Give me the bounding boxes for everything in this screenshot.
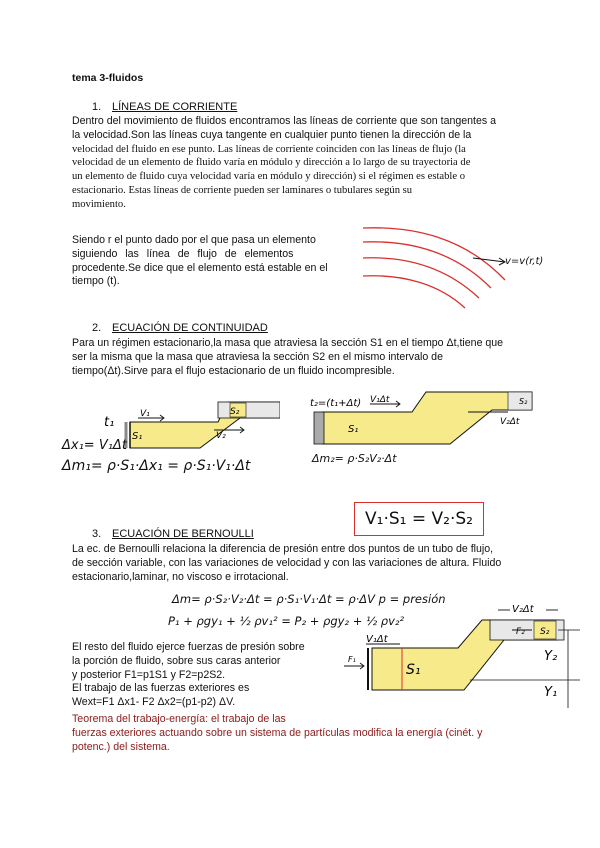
section-number: 3.: [92, 528, 102, 540]
streamlines-diagram: [355, 218, 555, 318]
text-line: de sección variable, con las variaciones de velocidad y con las variaciones de altura. Fluido: [72, 556, 502, 569]
text-line: Siendo r el punto dado por el que pasa un elemento: [72, 234, 316, 246]
dm1-equation: Δm₁= ρ·S₁·Δx₁ = ρ·S₁·V₁·Δt: [62, 458, 251, 474]
section-3-intro: [72, 543, 528, 584]
section-label: ECUACIÓN DE CONTINUIDAD: [112, 322, 268, 334]
v1-label: V₁: [140, 409, 150, 419]
v2dt-label: V₂Δt: [500, 417, 520, 427]
section-2-heading: [92, 322, 268, 334]
text-line: ser la misma que la masa que atraviesa la sección S2 en el mismo intervalo de: [72, 350, 443, 363]
text-line: la velocidad.Son las líneas cuya tangente en cualquier punto tienen la dirección de la: [72, 128, 472, 141]
s2-label: S₂: [540, 627, 550, 637]
streamline: [363, 228, 505, 280]
s1-label: S₁: [406, 662, 421, 678]
streamline: [363, 258, 479, 298]
dm2-equation: Δm₂= ρ·S₂V₂·Δt: [312, 452, 397, 465]
streamline: [363, 276, 465, 308]
text-line: y posterior F1=p1S1 y F2=p2S2.: [72, 668, 226, 681]
section-number: 1.: [92, 101, 102, 113]
section-2-paragraph: [72, 337, 528, 378]
text-line: Para un régimen estacionario,la masa que atraviesa la sección S1 en el tiempo Δt,tiene que: [72, 337, 504, 349]
section-label: ECUACIÓN DE BERNOULLI: [112, 528, 254, 540]
text-line: tiempo(Δt).Sirve para el flujo estacionario de un fluido incompresible.: [72, 364, 395, 377]
s2-label: S₂: [230, 407, 240, 417]
velocity-label: v=v(r,t): [505, 256, 544, 267]
section-3-body: [72, 641, 342, 710]
f1-label: F₁: [348, 655, 356, 664]
text-line: movimiento.: [72, 198, 126, 210]
text-line: La ec. de Bernoulli relaciona la diferencia de presión entre dos puntos de un tubo de flujo,: [72, 543, 494, 555]
dx1-equation: Δx₁= V₁Δt: [62, 438, 127, 453]
upstream-wall: [314, 412, 324, 444]
text-line: Wext=F1 Δx1- F2 Δx2=(p1-p2) ΔV.: [72, 696, 236, 709]
text-line: estacionario. Estas líneas de corriente pueden ser laminares o tubulares según su: [72, 184, 413, 196]
v2-label: V₂: [216, 431, 226, 441]
t1-label: t₁: [104, 415, 115, 430]
mass-equation: Δm= ρ·S₂·V₂·Δt = ρ·S₁·V₁·Δt = ρ·ΔV p = presión: [172, 592, 446, 606]
v1dt-label: V₁Δt: [366, 634, 388, 645]
continuity-diagram-t2: [308, 390, 538, 450]
text-line: siguiendo las línea de flujo de elementos: [72, 247, 294, 260]
upper-pipe: [218, 402, 280, 418]
text-line: Dentro del movimiento de fluidos encontramos las líneas de corriente que son tangentes a: [72, 115, 496, 127]
y1-label: Y₁: [544, 685, 558, 700]
text-line: El trabajo de las fuerzas exteriores es: [72, 682, 250, 695]
text-line: Teorema del trabajo-energía: el trabajo de las: [72, 713, 286, 725]
section-label: LÍNEAS DE CORRIENTE: [112, 101, 238, 113]
text-line: velocidad de un elemento de fluido varía en módulo y dirección a lo largo de su trayectoria de: [72, 157, 471, 169]
v2dt-label: V₂Δt: [512, 604, 534, 615]
y2-label: Y₂: [544, 649, 558, 664]
section-1-paragraph: [72, 115, 528, 212]
section-1-heading: [92, 101, 237, 113]
tangent-arrow: [473, 258, 505, 265]
s1-label: S₁: [132, 431, 143, 442]
s2-label: S₂: [519, 397, 528, 406]
t2-label: t₂=(t₁+Δt): [310, 398, 362, 409]
f2-label: F₂: [516, 627, 525, 637]
bernoulli-diagram: [330, 600, 592, 710]
text-line: fuerzas exteriores actuando sobre un sistema de partículas modifica la energía (cinét. y: [72, 726, 483, 739]
continuity-result-box: [354, 502, 484, 536]
section-number: 2.: [92, 322, 102, 334]
text-line: la porción de fluido, sobre sus caras anterior: [72, 654, 281, 667]
text-line: potenc.) del sistema.: [72, 740, 170, 753]
s1-label: S₁: [348, 424, 359, 435]
text-line: un elemento de fluido cuya velocidad varía en módulo y dirección) si el régimen es estable o: [72, 171, 466, 183]
text-line: El resto del fluido ejerce fuerzas de presión sobre: [72, 641, 305, 653]
bernoulli-equation: P₁ + ρgy₁ + ½ ρv₁² = P₂ + ρgy₂ + ½ ρv₂²: [168, 614, 405, 628]
section-1-side-paragraph: [72, 234, 352, 289]
text-line: velocidad del fluido en ese punto. Las líneas de corriente coinciden con las líneas de flujo (la: [72, 143, 466, 155]
document-title: tema 3-fluidos: [72, 72, 144, 84]
theorem-text: [72, 713, 528, 754]
continuity-result: V₁·S₁ = V₂·S₂: [365, 509, 473, 529]
section-3-heading: [92, 528, 254, 540]
streamline: [363, 242, 491, 288]
text-line: estacionario,laminar, no viscoso e irrotacional.: [72, 570, 289, 583]
text-line: procedente.Se dice que el elemento está estable en el: [72, 261, 328, 274]
v1dt-label: V₁Δt: [370, 395, 390, 405]
text-line: tiempo (t).: [72, 275, 120, 288]
